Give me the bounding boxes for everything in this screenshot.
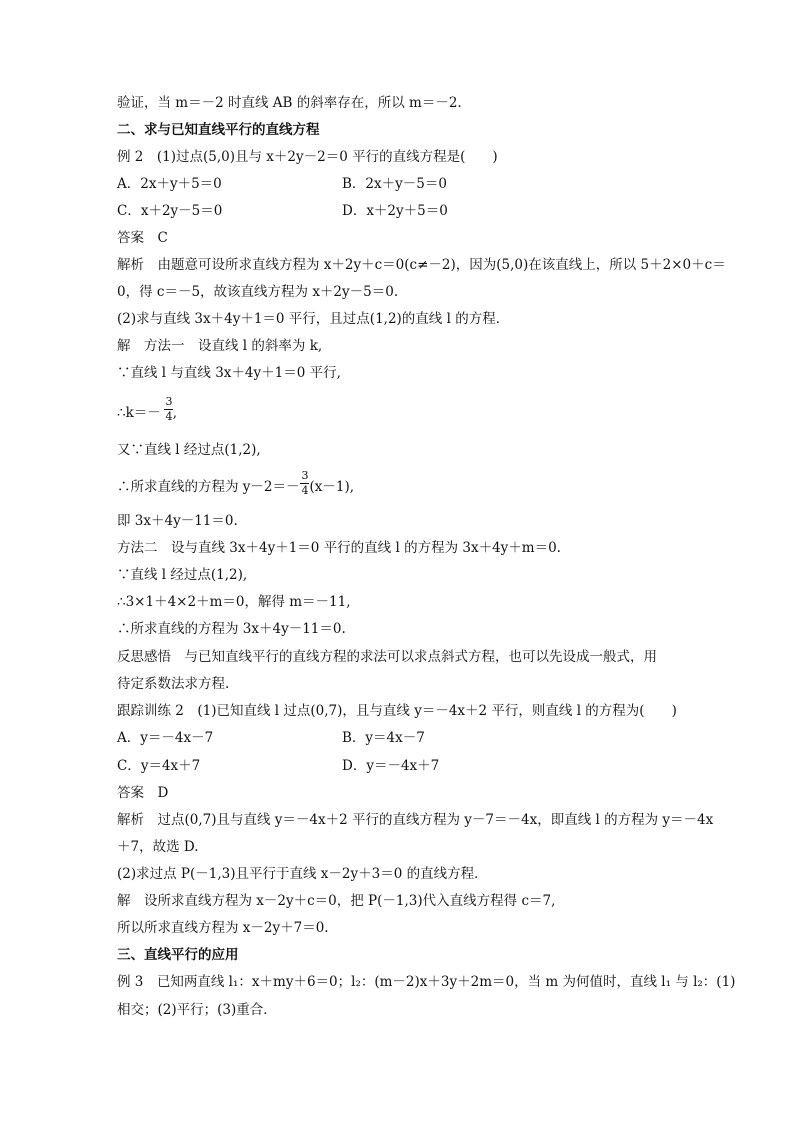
option-d: D．x＋2y＋5＝0	[342, 203, 448, 219]
text-line: ＋7，故选 D.	[117, 839, 199, 855]
text-line: ∴3×1＋4×2＋m＝0，解得 m＝－11,	[117, 594, 351, 610]
section-heading: 二、求与已知直线平行的直线方程	[117, 122, 320, 138]
solution-line: 解 方法一 设直线 l 的斜率为 k,	[117, 338, 323, 354]
answer-line: 答案 D	[117, 785, 169, 801]
analysis-line: 解析 由题意可设所求直线方程为 x＋2y＋c＝0(c≠－2)，因为(5,0)在该直线上，所以 5＋2×0＋c＝	[117, 257, 726, 273]
slope-suffix: ,	[172, 405, 178, 421]
text-line: 0，得 c＝－5，故该直线方程为 x＋2y－5＝0.	[117, 284, 399, 300]
solution-line: 解 设所求直线方程为 x－2y＋c＝0，把 P(－1,3)代入直线方程得 c＝7,	[117, 893, 556, 909]
text-line: 待定系数法求方程.	[117, 676, 230, 692]
text-line: 所以所求直线方程为 x－2y＋7＝0.	[117, 920, 329, 936]
analysis-line: 解析 过点(0,7)且与直线 y＝－4x＋2 平行的直线方程为 y－7＝－4x，即直线 l 的方程为 y＝－4x	[117, 812, 714, 828]
text-line: ∵直线 l 经过点(1,2),	[117, 567, 248, 583]
text-line: 验证，当 m＝－2 时直线 AB 的斜率存在，所以 m＝－2.	[117, 95, 462, 111]
text-line: 相交；(2)平行；(3)重合．	[117, 1002, 277, 1018]
practice-2-question: 跟踪训练 2 (1)已知直线 l 过点(0,7)，且与直线 y＝－4x＋2 平行，则直线 l 的方程为( )	[117, 703, 677, 719]
reflection-line: 反思感悟 与已知直线平行的直线方程的求法可以求点斜式方程，也可以先设成一般式，用	[117, 649, 657, 665]
fraction-denominator: 4	[301, 484, 309, 497]
option-a: A．y＝－4x－7	[117, 730, 214, 746]
text-line: 又∵直线 l 经过点(1,2),	[117, 442, 261, 458]
equation-line	[117, 478, 687, 496]
text-line: ∴所求直线的方程为 3x＋4y－11＝0.	[117, 621, 346, 637]
equation-prefix: ∴所求直线的方程为 y－2＝－	[117, 479, 300, 495]
text-line: 即 3x＋4y－11＝0.	[117, 513, 238, 529]
slope-prefix: ∴k＝－	[117, 405, 161, 421]
example-2-question: 例 2 (1)过点(5,0)且与 x＋2y－2＝0 平行的直线方程是( )	[117, 149, 498, 165]
answer-line: 答案 C	[117, 230, 168, 246]
method-two-line: 方法二 设与直线 3x＋4y＋1＝0 平行的直线 l 的方程为 3x＋4y＋m＝0.	[117, 540, 561, 556]
slope-line	[117, 404, 687, 422]
equation-suffix: (x－1),	[309, 479, 355, 495]
option-c: C．y＝4x＋7	[117, 758, 201, 774]
fraction-numerator: 3	[165, 395, 173, 408]
option-b: B．y＝4x－7	[342, 730, 425, 746]
option-d: D．y＝－4x＋7	[342, 758, 440, 774]
option-b: B．2x＋y－5＝0	[342, 176, 447, 192]
fraction-denominator: 4	[165, 410, 173, 423]
option-a: A．2x＋y＋5＝0	[117, 176, 222, 192]
example-3-question: 例 3 已知两直线 l₁：x＋my＋6＝0；l₂：(m－2)x＋3y＋2m＝0，当 m 为何值时，直线 l₁ 与 l₂：(1)	[117, 974, 736, 990]
section-heading: 三、直线平行的应用	[117, 947, 239, 963]
option-c: C．x＋2y－5＝0	[117, 203, 223, 219]
practice-2-part-2: (2)求过点 P(－1,3)且平行于直线 x－2y＋3＝0 的直线方程．	[117, 866, 488, 882]
fraction-numerator: 3	[301, 469, 309, 482]
text-line: ∵直线 l 与直线 3x＋4y＋1＝0 平行,	[117, 365, 341, 381]
example-2-part-2: (2)求与直线 3x＋4y＋1＝0 平行，且过点(1,2)的直线 l 的方程．	[117, 311, 510, 327]
